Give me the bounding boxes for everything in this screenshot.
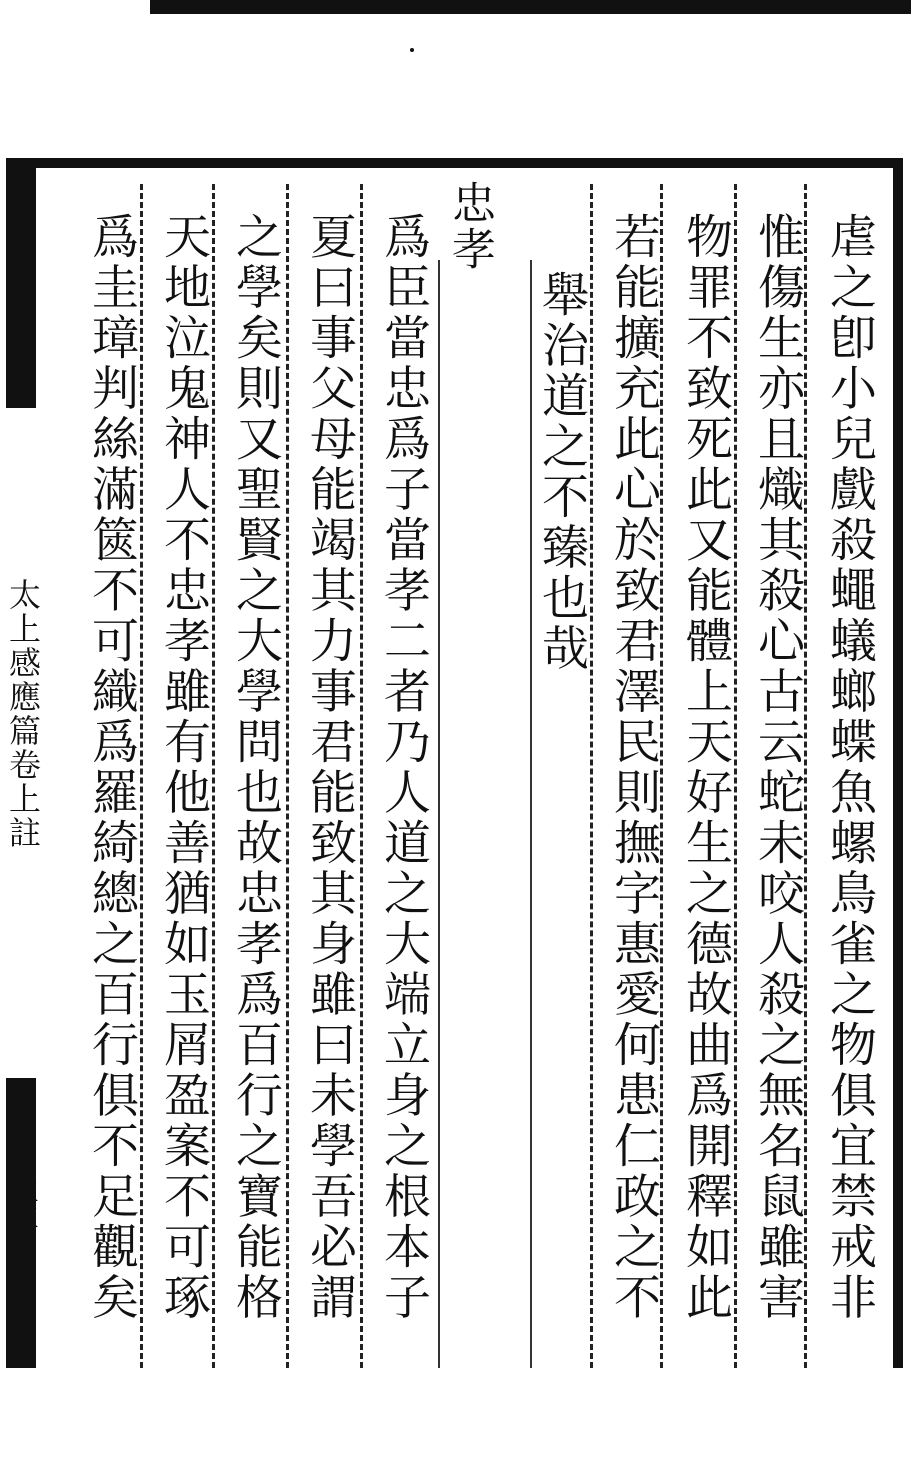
spine-fishtail-lower bbox=[6, 1078, 36, 1368]
ink-speck bbox=[410, 48, 414, 52]
text-column-9: 天地泣鬼神人不忠孝雖有他善猶如玉屑盈案不可琢 bbox=[156, 212, 211, 1323]
section-heading: 忠孝 bbox=[444, 180, 495, 272]
section-heading-box bbox=[438, 260, 532, 1368]
text-column-10: 爲圭璋判絲滿篋不可織爲羅綺總之百行俱不足觀矣 bbox=[84, 212, 139, 1323]
text-block bbox=[40, 170, 888, 1368]
spine-fishtail-upper bbox=[6, 158, 36, 408]
text-column-3: 物罪不致死此又能體上天好生之德故曲爲開釋如此 bbox=[678, 212, 733, 1323]
page-frame-right bbox=[893, 158, 903, 1368]
top-border-rule bbox=[150, 0, 911, 14]
text-column-4: 若能擴充此心於致君澤民則撫字惠愛何患仁政之不 bbox=[606, 212, 661, 1323]
text-column-8: 之學矣則又聖賢之大學問也故忠孝爲百行之寶能格 bbox=[228, 212, 283, 1323]
text-column-5: 舉治道之不臻也哉 bbox=[534, 270, 589, 674]
spine-title: 太上感應篇卷上註 bbox=[4, 578, 42, 850]
page-frame-top bbox=[6, 158, 903, 168]
book-spine-margin bbox=[4, 158, 42, 1368]
text-column-1: 虐之卽小兒戲殺蠅蟻螂蝶魚螺鳥雀之物俱宜禁戒非 bbox=[822, 212, 877, 1323]
text-column-7: 夏曰事父母能竭其力事君能致其身雖曰未學吾必謂 bbox=[302, 212, 357, 1323]
text-column-2: 惟傷生亦且熾其殺心古云蛇未咬人殺之無名鼠雖害 bbox=[750, 212, 805, 1323]
text-column-6: 爲臣當忠爲子當孝二者乃人道之大端立身之根本子 bbox=[376, 212, 431, 1323]
